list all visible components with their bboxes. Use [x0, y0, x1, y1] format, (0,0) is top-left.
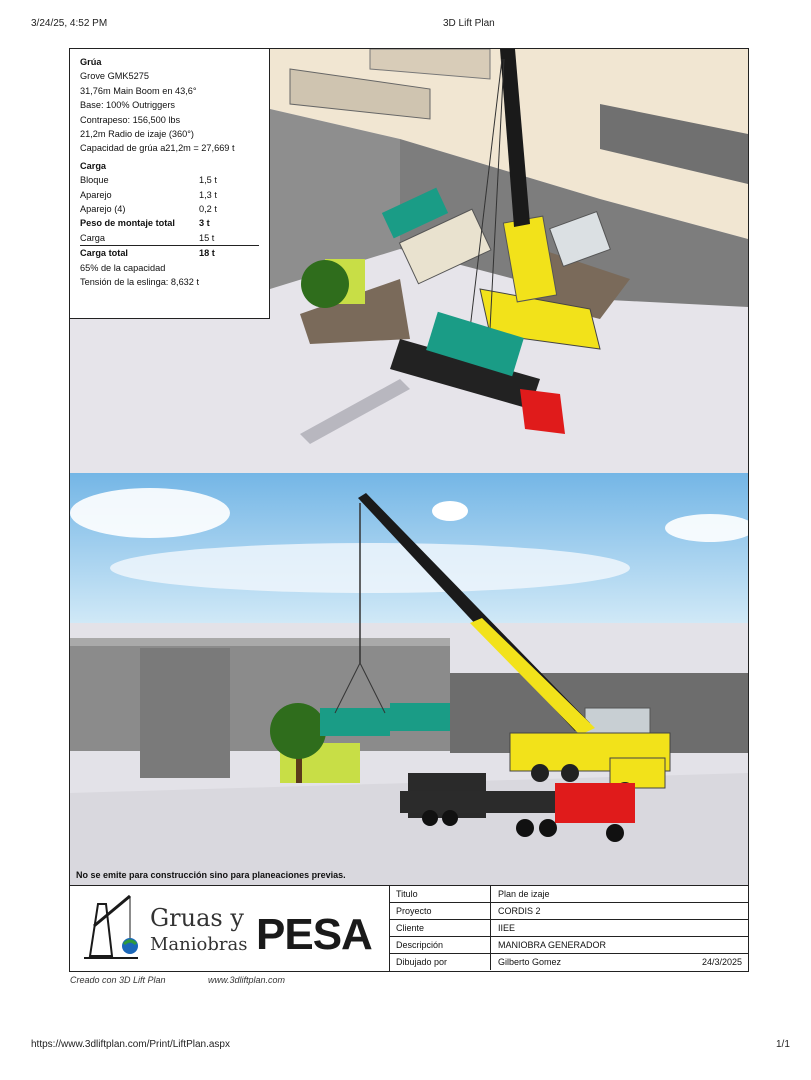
- total-row: [80, 246, 259, 260]
- sling-tension: Tensión de la eslinga: 8,632 t: [80, 277, 200, 288]
- lift-plan-sheet: [69, 48, 749, 972]
- cargo-row: [80, 231, 259, 246]
- print-url: https://www.3dliftplan.com/Print/LiftPlan.aspx: [31, 1039, 230, 1050]
- rigging-total-value: 3 t: [199, 218, 210, 229]
- logo-brand: PESA: [256, 910, 372, 959]
- crane-radius: 21,2m Radio de izaje (360°): [80, 129, 194, 140]
- capacity-percent: 65% de la capacidad: [80, 262, 166, 273]
- load-row: [80, 202, 259, 216]
- info-value: Plan de izaje: [498, 889, 550, 899]
- title-block: [70, 885, 748, 971]
- credit-created-with: Creado con 3D Lift Plan: [70, 975, 166, 985]
- info-value: Gilberto Gomez: [498, 957, 562, 967]
- cargo-value: 15 t: [199, 232, 215, 243]
- info-key: Dibujado por: [396, 957, 448, 967]
- print-title: 3D Lift Plan: [443, 18, 495, 29]
- rigging-total-row: [80, 216, 259, 230]
- perspective-view: [70, 473, 748, 886]
- total-label: Carga total: [80, 248, 128, 259]
- total-value: 18 t: [199, 248, 215, 259]
- info-key: Titulo: [396, 889, 418, 899]
- logo-text-line1: Gruas y: [150, 904, 244, 932]
- info-value: CORDIS 2: [498, 906, 541, 916]
- load-value: 1,3 t: [199, 189, 217, 200]
- load-value: 0,2 t: [199, 204, 217, 215]
- company-logo: [70, 886, 390, 972]
- info-row-description: [390, 937, 748, 954]
- info-row-drawn-by: [390, 954, 748, 971]
- crane-heading: Grúa: [80, 57, 102, 67]
- logo-text-line2: Maniobras: [150, 934, 248, 955]
- crane-counterweight: Contrapeso: 156,500 lbs: [80, 114, 181, 125]
- load-row: [80, 188, 259, 202]
- project-info-table: [390, 886, 748, 972]
- credit-url: www.3dliftplan.com: [208, 975, 286, 985]
- load-label: Aparejo (4): [80, 204, 126, 215]
- info-row-project: [390, 903, 748, 920]
- load-heading: Carga: [80, 160, 107, 171]
- crane-boom: 31,76m Main Boom en 43,6°: [80, 85, 197, 96]
- crane-model: Grove GMK5275: [80, 71, 149, 82]
- rigging-total-label: Peso de montaje total: [80, 218, 175, 229]
- perspective-render: [70, 473, 748, 886]
- info-key: Descripción: [396, 940, 444, 950]
- load-label: Aparejo: [80, 189, 112, 200]
- cargo-label: Carga: [80, 232, 106, 243]
- info-date: 24/3/2025: [701, 957, 742, 967]
- load-label: Bloque: [80, 175, 109, 186]
- info-key: Cliente: [396, 923, 425, 933]
- info-key: Proyecto: [396, 906, 432, 916]
- crane-capacity: Capacidad de grúa a21,2m = 27,669 t: [80, 143, 235, 154]
- info-value: IIEE: [498, 923, 516, 933]
- info-row-client: [390, 920, 748, 937]
- load-row: [80, 173, 259, 187]
- info-value: MANIOBRA GENERADOR: [498, 940, 607, 950]
- info-row-title: [390, 886, 748, 903]
- load-value: 1,5 t: [199, 175, 217, 186]
- page-number: 1/1: [776, 1039, 790, 1050]
- crane-base: Base: 100% Outriggers: [80, 100, 175, 111]
- lift-data-box: [70, 49, 270, 319]
- print-datetime: 3/24/25, 4:52 PM: [31, 18, 108, 29]
- disclaimer-notice: No se emite para construcción sino para planeaciones previas.: [76, 870, 346, 880]
